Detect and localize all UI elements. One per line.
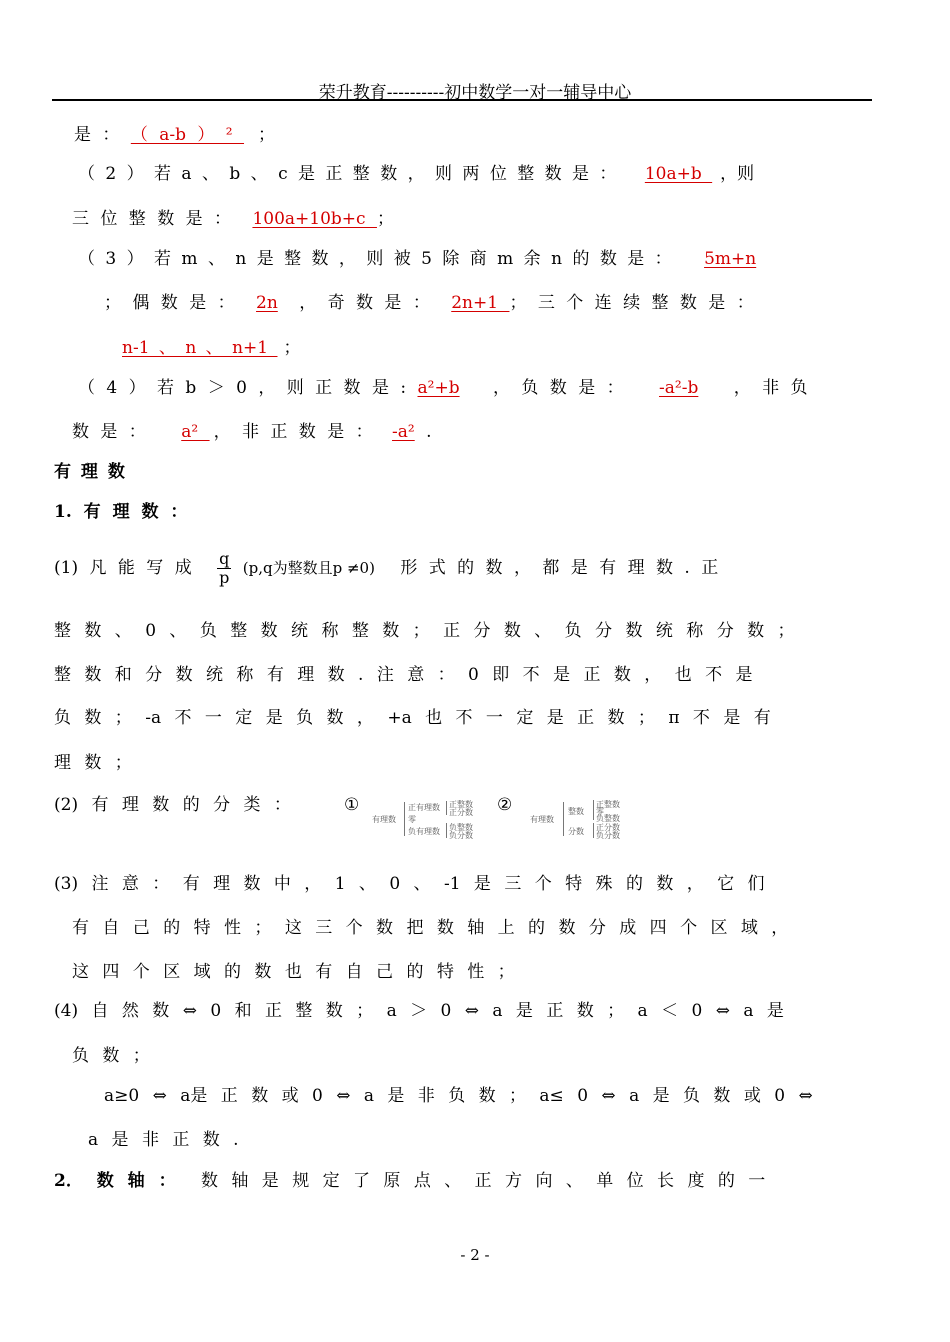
d2-brace-a: [593, 800, 594, 820]
d2-fraction: 分数: [568, 827, 584, 836]
line-8-post: .: [426, 422, 432, 442]
answer-nonpos: -a²: [392, 422, 415, 442]
d2-neg-frac: 负分数: [596, 831, 620, 840]
d1-neg-int: 负整数: [449, 823, 473, 832]
line-8-pre: 数 是 ：: [72, 422, 146, 442]
d1-brace: [404, 802, 405, 836]
section-title: 有 理 数: [54, 462, 125, 482]
line-2-pre: （ 2 ） 若 a 、 b 、 c 是 正 整 数 ， 则 两 位 整 数 是 ：: [78, 164, 617, 184]
circle-two: ②: [497, 795, 513, 815]
number-line-heading: 2． 数 轴 ：: [54, 1171, 176, 1191]
fraction-denominator: p: [219, 568, 230, 587]
header-rule: [52, 99, 872, 101]
line-8-nonpos: ， 非 正 数 是 ：: [213, 422, 373, 442]
p1-post: 形 式 的 数 ， 都 是 有 理 数 . 正: [400, 558, 719, 578]
answer-three-digit: 100a+10b+c: [252, 209, 377, 229]
line-5-odd: ， 奇 数 是 ：: [299, 293, 430, 313]
p1-line-1: [54, 546, 718, 590]
line-3-post: ；: [376, 209, 394, 229]
d1-root: 有理数: [372, 815, 396, 824]
line-7-nonneg: ， 非 负: [733, 378, 808, 398]
p4-line-4: a 是 非 正 数 .: [88, 1130, 239, 1150]
d2-pos-int: 正整数: [596, 800, 620, 809]
d2-brace: [563, 802, 564, 836]
line-6: [122, 337, 301, 359]
line-2: [78, 163, 754, 185]
d2-pos-frac: 正分数: [596, 823, 620, 832]
d2-zero: 零: [596, 807, 604, 816]
circle-one: ①: [344, 795, 360, 815]
d1-neg-frac: 负分数: [449, 831, 473, 840]
d2-neg-int: 负整数: [596, 814, 620, 823]
line-8: [72, 421, 432, 443]
answer-even: 2n: [256, 293, 278, 313]
subsection-title: 1. 有 理 数 ：: [54, 502, 188, 522]
p4-line-1: (4) 自 然 数 ⇔ 0 和 正 整 数 ； a ＞ 0 ⇔ a 是 正 数 ； a ＜ 0 ⇔ a 是: [54, 1001, 784, 1021]
answer-5m-plus-n: 5m+n: [704, 249, 757, 269]
fraction-numerator: q: [219, 549, 230, 568]
line-6-post: ；: [283, 338, 301, 358]
p1-line-3: 整 数 和 分 数 统 称 有 理 数 . 注 意 ： 0 即 不 是 正 数 ， 也 不 是: [54, 665, 753, 685]
d1-brace-b: [446, 823, 447, 838]
p5-line: [54, 1170, 765, 1192]
answer-nonneg: a²: [181, 422, 210, 442]
line-7-negative: ， 负 数 是 ：: [492, 378, 624, 398]
p3-line-1: (3) 注 意 ： 有 理 数 中 ， 1 、 0 、 -1 是 三 个 特 殊 的 数 ， 它 们: [54, 874, 765, 894]
line-1-pre: 是 ：: [74, 125, 120, 145]
d1-brace-a: [446, 801, 447, 815]
line-3: [72, 208, 394, 230]
answer-consecutive: n-1 、 n 、 n+1: [122, 338, 278, 358]
p1-line-5: 理 数 ；: [54, 753, 132, 773]
line-5-even: ； 偶 数 是 ：: [104, 293, 235, 313]
line-7-pre: （ 4 ） 若 b ＞ 0 ， 则 正 数 是 :: [78, 378, 407, 398]
line-7: [78, 377, 808, 399]
answer-positive: a²+b: [417, 378, 460, 398]
d1-zero: 零: [408, 815, 416, 824]
line-2-post: ，则: [720, 164, 755, 184]
d1-pos-int: 正整数: [449, 800, 473, 809]
classification-diagram-2: [530, 800, 640, 840]
d1-pos-frac: 正分数: [449, 808, 473, 817]
line-1: [74, 124, 275, 146]
line-5: [104, 292, 754, 314]
p3-line-3: 这 四 个 区 域 的 数 也 有 自 己 的 特 性 ；: [72, 962, 515, 982]
line-4-pre: （ 3 ） 若 m 、 n 是 整 数 ， 则 被 5 除 商 m 余 n 的 数 是 ：: [78, 249, 672, 269]
line-4: [78, 248, 756, 270]
page-header: 荣升教育----------初中数学一对一辅导中心: [318, 83, 632, 103]
line-3-pre: 三 位 整 数 是 ：: [72, 209, 232, 229]
d1-pos-rational: 正有理数: [408, 803, 440, 812]
d2-root: 有理数: [530, 815, 554, 824]
answer-odd: 2n+1: [451, 293, 510, 313]
answer-negative: -a²-b: [659, 378, 699, 398]
d2-brace-b: [593, 823, 594, 838]
p4-line-3: a≥0 ⇔ a是 正 数 或 0 ⇔ a 是 非 负 数 ； a≤ 0 ⇔ a 是 负 数 或 0 ⇔: [104, 1086, 813, 1106]
p3-line-2: 有 自 己 的 特 性 ； 这 三 个 数 把 数 轴 上 的 数 分 成 四 个 区 域 ，: [72, 918, 789, 938]
line-1-post: ；: [258, 125, 276, 145]
fraction-q-over-p: [217, 550, 231, 587]
page-number: - 2 -: [460, 1246, 490, 1264]
p1-pre: (1) 凡 能 写 成: [54, 558, 192, 578]
p1-line-4: 负 数 ； -a 不 一 定 是 负 数 ， +a 也 不 一 定 是 正 数 ； π 不 是 有: [54, 708, 771, 728]
d1-neg-rational: 负有理数: [408, 827, 440, 836]
p4-line-2: 负 数 ；: [72, 1046, 150, 1066]
classification-diagram-1: [372, 800, 482, 840]
line-5-consecutive: ； 三 个 连 续 整 数 是 ：: [509, 293, 754, 313]
answer-two-digit: 10a+b: [644, 164, 713, 184]
number-line-text: 数 轴 是 规 定 了 原 点 、 正 方 向 、 单 位 长 度 的 一: [201, 1171, 766, 1191]
p2-label: (2) 有 理 数 的 分 类 ：: [54, 795, 291, 815]
p1-line-2: 整 数 、 0 、 负 整 数 统 称 整 数 ； 正 分 数 、 负 分 数 统 称 分 数 ；: [54, 621, 795, 641]
d2-integer: 整数: [568, 807, 584, 816]
p1-condition: (p,q为整数且p ≠0): [242, 559, 375, 577]
answer-a-minus-b-squared: （ a-b ） ²: [130, 125, 245, 145]
